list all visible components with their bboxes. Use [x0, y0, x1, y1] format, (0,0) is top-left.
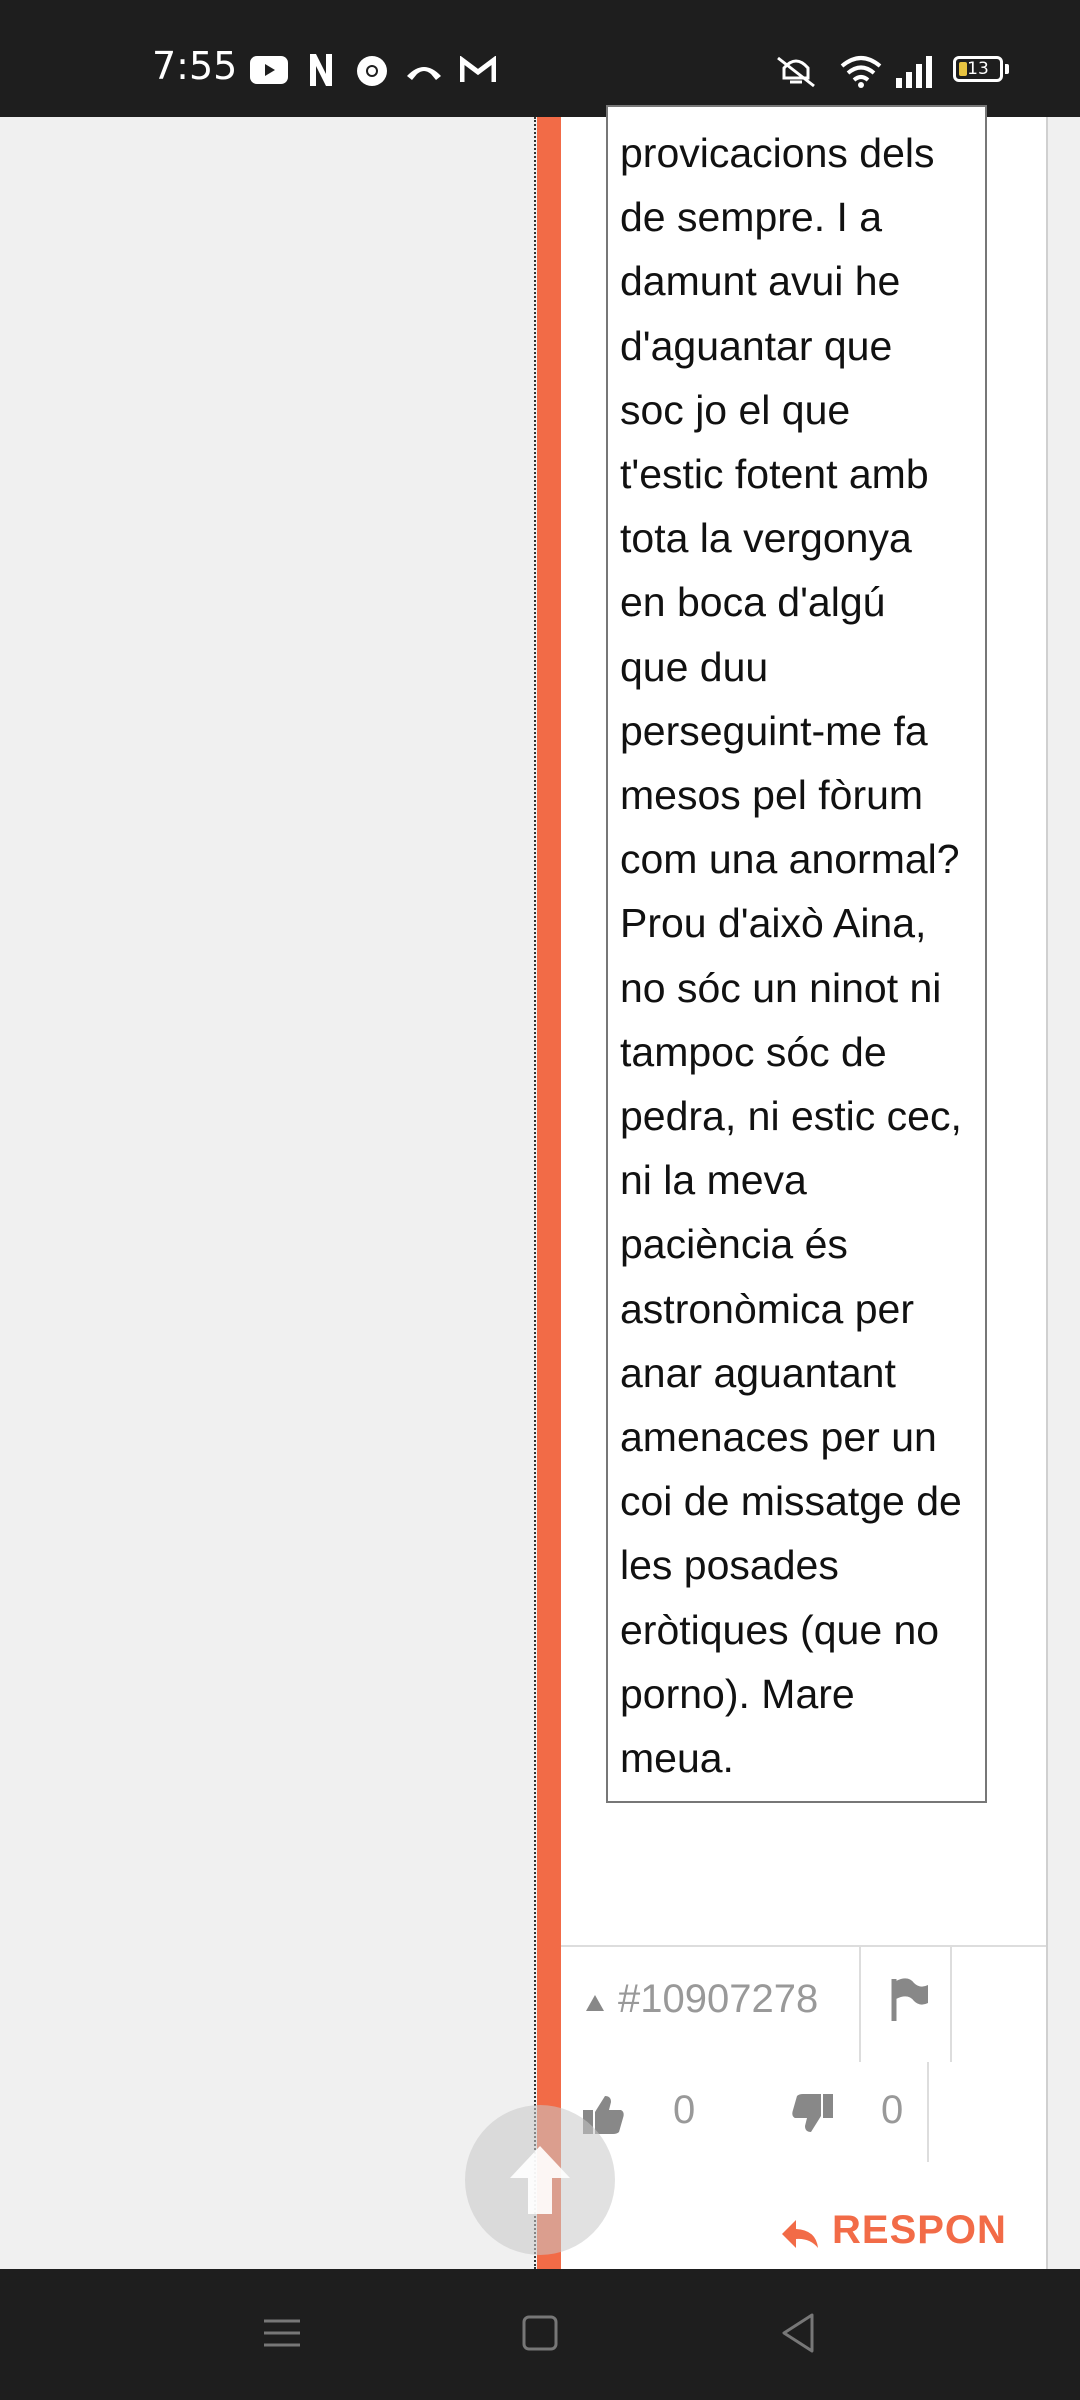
- wifi-icon: [840, 54, 882, 88]
- right-blank-area: [1048, 117, 1080, 2269]
- status-bar: [0, 0, 1080, 117]
- system-nav-bar: [0, 2269, 1080, 2400]
- battery-level: 13: [967, 59, 989, 79]
- vote-row: [561, 2062, 1046, 2172]
- quote-block: [606, 105, 987, 1803]
- reply-arrow-icon: [780, 2218, 820, 2250]
- netflix-icon: [308, 54, 334, 86]
- post-meta-row: [561, 1947, 1046, 2062]
- thread-accent-bar: [537, 117, 561, 2269]
- post-id-link[interactable]: #10907278: [618, 1977, 819, 2021]
- gmail-icon: [460, 56, 496, 84]
- collapse-arrow-icon[interactable]: [586, 1995, 604, 2011]
- reply-label: RESPON: [832, 2208, 1007, 2252]
- home-icon[interactable]: [520, 2309, 560, 2359]
- arrow-up-icon: [500, 2140, 580, 2220]
- youtube-icon: [250, 56, 288, 84]
- like-count: 0: [673, 2088, 696, 2132]
- signal-icon: [894, 54, 936, 88]
- thumbs-down-icon[interactable]: [791, 2092, 835, 2136]
- left-blank-area: [0, 117, 534, 2269]
- thread-guide-line: [534, 117, 536, 2269]
- back-icon[interactable]: [778, 2309, 818, 2359]
- chrome-icon: [356, 55, 388, 87]
- quote-text: provicacions dels de sempre. I a damunt avui he d'aguantar que soc jo el que t'estic fotent amb tota la vergonya en boca d'algú que duu perseguint-me fa mesos pel fòrum com una anormal? Prou d'això Aina, no sóc un ninot ni tampoc sóc de pedra, ni estic cec, ni la meva paciència és astronòmica per anar aguantant amenaces per un coi de missatge de les posades eròtiques (que no porno). Mare meua.: [620, 130, 962, 1782]
- scroll-to-top-button[interactable]: [465, 2105, 615, 2255]
- report-flag-icon[interactable]: [886, 1975, 930, 2023]
- battery-icon: [953, 56, 1003, 82]
- status-time: 7:55: [152, 44, 238, 88]
- mute-icon: [774, 54, 818, 88]
- recent-apps-icon[interactable]: [262, 2309, 302, 2359]
- dislike-count: 0: [881, 2088, 904, 2132]
- missed-call-icon: [404, 58, 444, 82]
